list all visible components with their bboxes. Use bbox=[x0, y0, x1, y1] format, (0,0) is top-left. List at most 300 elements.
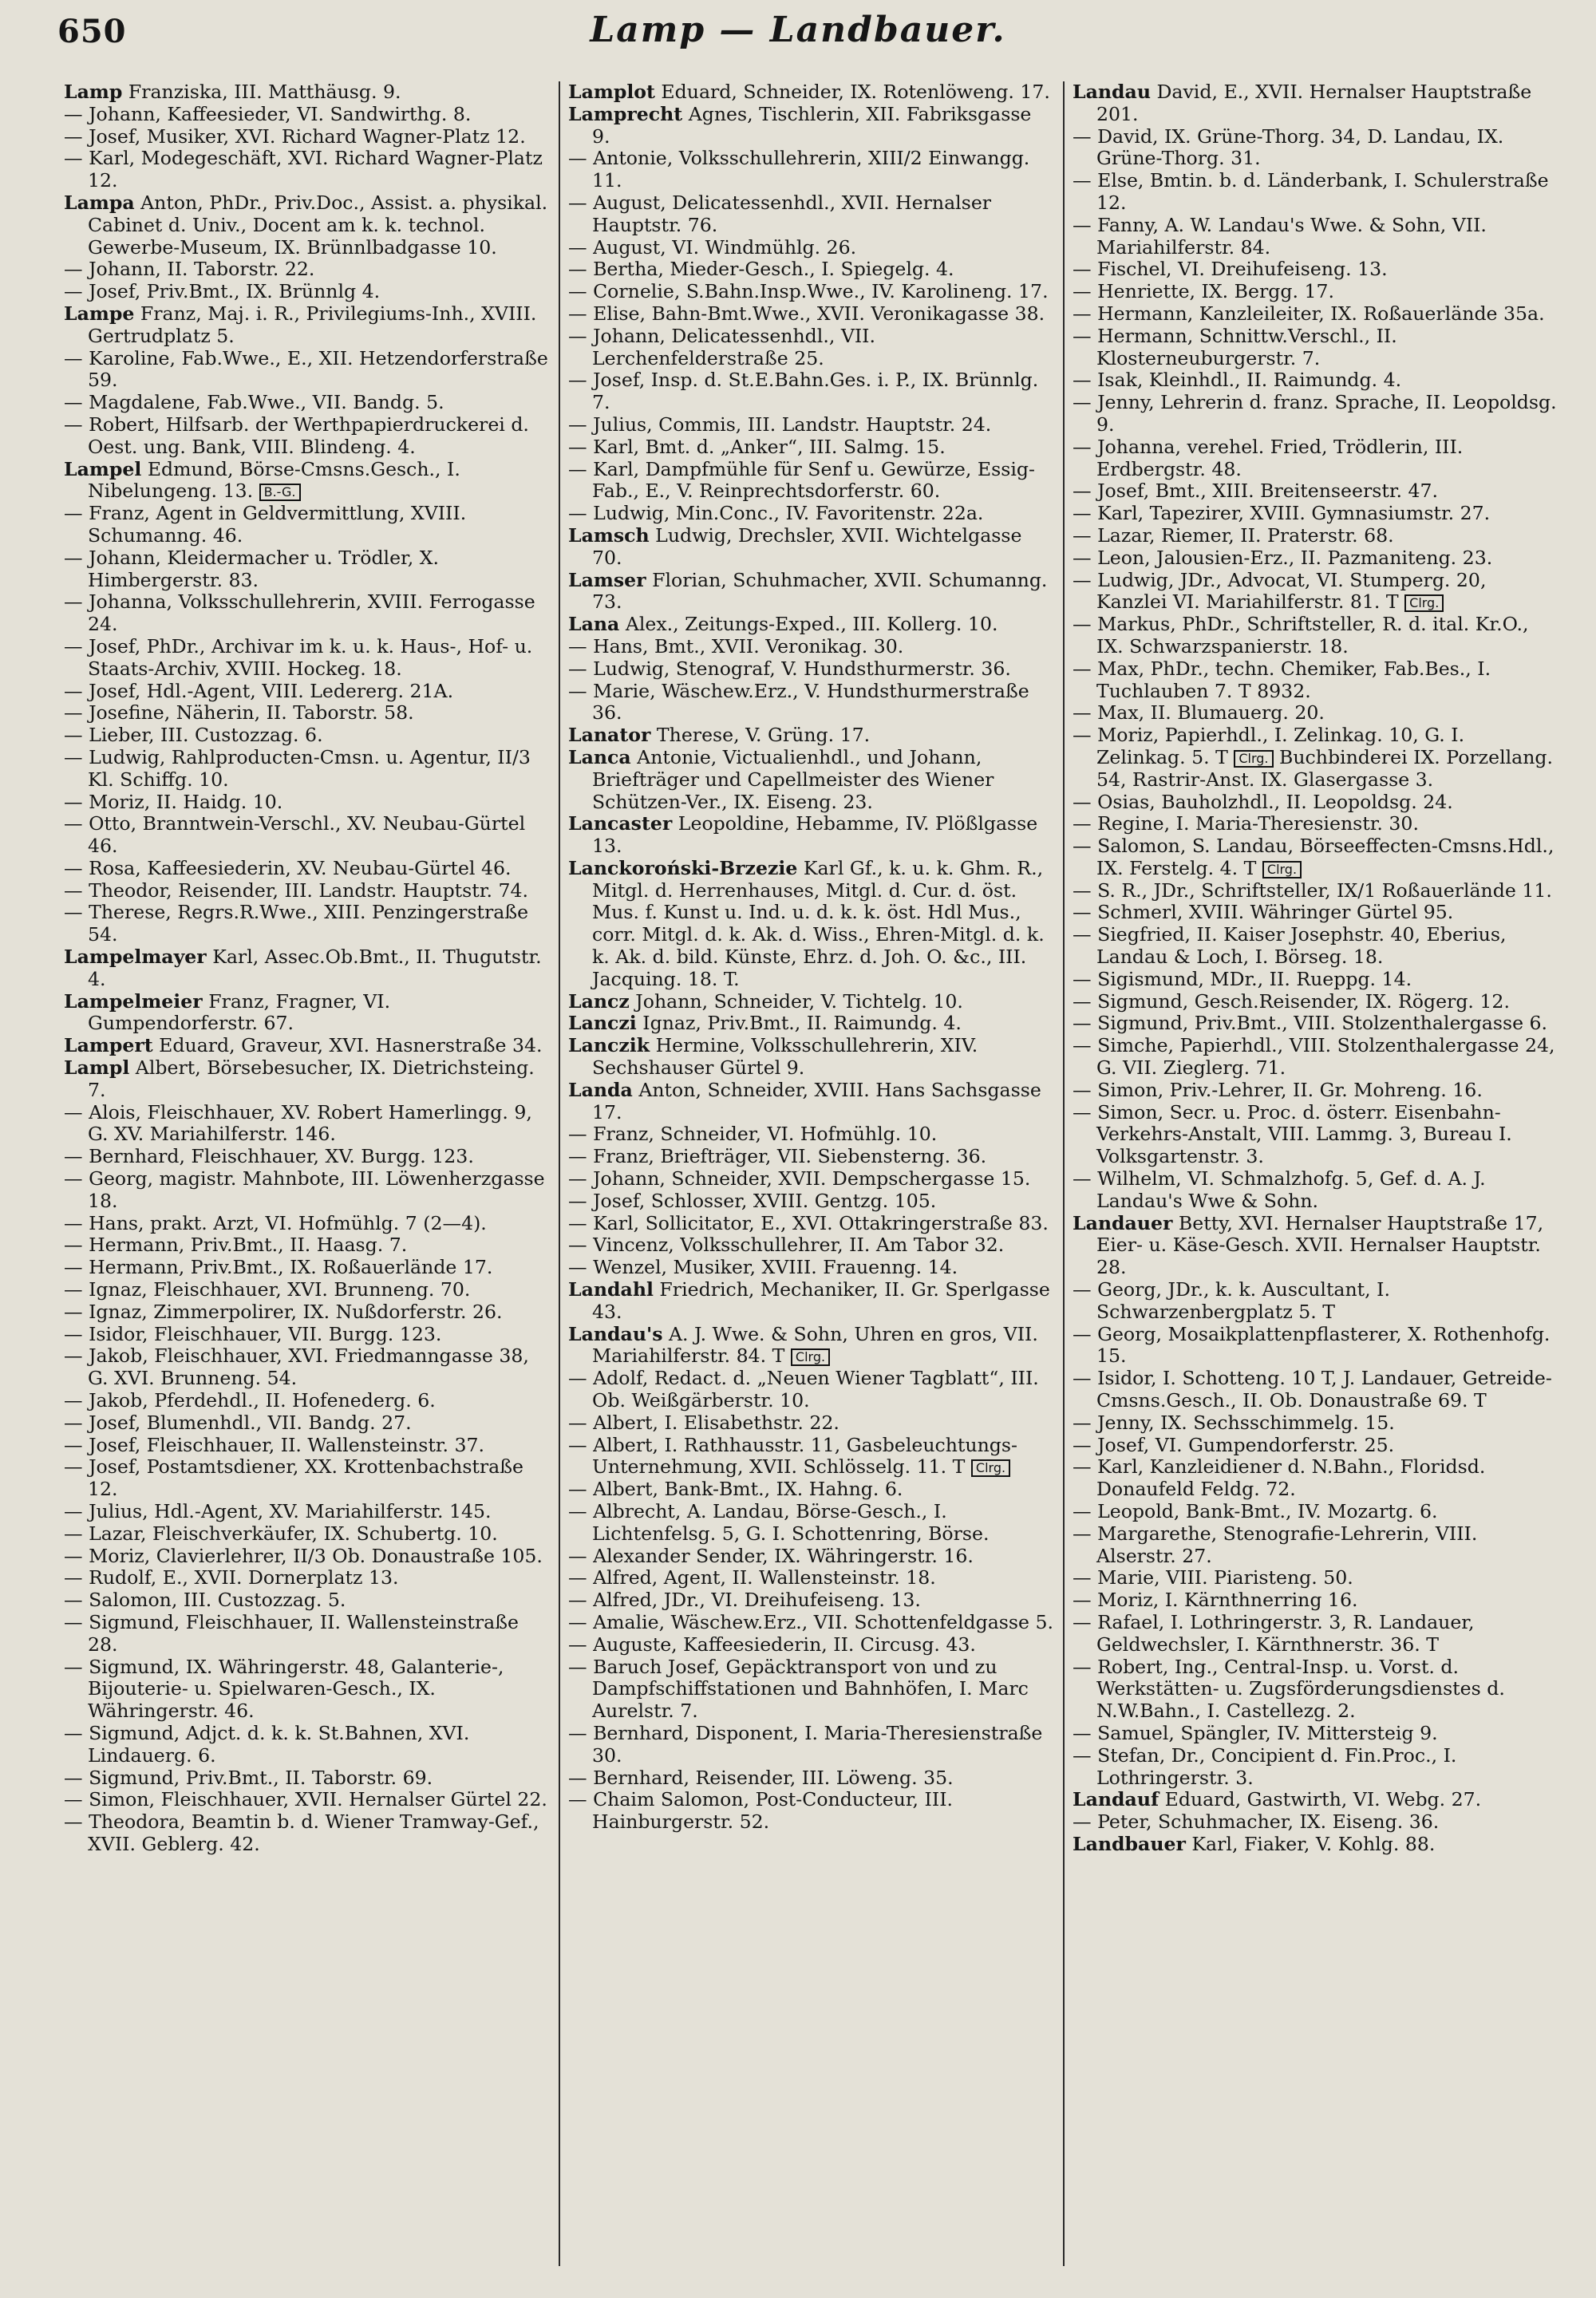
directory-entry bbox=[568, 259, 1055, 281]
directory-entry bbox=[568, 1146, 1055, 1168]
directory-entry bbox=[64, 192, 551, 259]
directory-entry bbox=[568, 436, 1055, 459]
directory-entry bbox=[1073, 1435, 1559, 1457]
entry-text: — Wenzel, Musiker, XVIII. Frauenng. 14. bbox=[568, 1257, 958, 1279]
entry-text: — Josef, Bmt., XIII. Breitenseerstr. 47. bbox=[1073, 480, 1439, 503]
clearing-badge: Clrg. bbox=[1234, 750, 1273, 768]
entry-text: — Ludwig, Min.Conc., IV. Favoritenstr. 22a. bbox=[568, 503, 984, 525]
column-2 bbox=[559, 81, 1063, 2266]
directory-entry bbox=[64, 1257, 551, 1279]
clearing-badge: Clrg. bbox=[1262, 861, 1302, 879]
entry-text: — Marie, Wäschew.Erz., V. Hundsthurmerstraße 36. bbox=[568, 680, 1029, 725]
directory-entry bbox=[64, 547, 551, 592]
entry-text: — Hans, prakt. Arzt, VI. Hofmühlg. 7 (2—4). bbox=[64, 1212, 487, 1234]
directory-entry bbox=[568, 1412, 1055, 1435]
entry-text: — Sigmund, Priv.Bmt., VIII. Stolzenthalergasse 6. bbox=[1073, 1013, 1548, 1035]
entry-text: — Leon, Jalousien-Erz., II. Pazmaniteng. 23. bbox=[1073, 547, 1493, 569]
directory-entry bbox=[1073, 547, 1559, 570]
entry-text: — Albert, Bank-Bmt., IX. Hahng. 6. bbox=[568, 1479, 903, 1501]
directory-entry bbox=[1073, 1612, 1559, 1656]
clearing-badge: Clrg. bbox=[791, 1348, 830, 1366]
entry-text: — Hermann, Priv.Bmt., IX. Roßauerlände 17. bbox=[64, 1257, 493, 1279]
entry-text: — Johann, Delicatessenhdl., VII. Lerchenfelderstraße 25. bbox=[568, 325, 875, 369]
entry-text: — Rudolf, E., XVII. Dornerplatz 13. bbox=[64, 1567, 399, 1589]
entry-text: — Bernhard, Reisender, III. Löweng. 35. bbox=[568, 1767, 954, 1789]
entry-text: — Theodor, Reisender, III. Landstr. Hauptstr. 74. bbox=[64, 879, 528, 902]
directory-entry bbox=[1073, 835, 1559, 880]
directory-entry bbox=[1073, 369, 1559, 392]
directory-entry bbox=[1073, 259, 1559, 281]
entry-surname: Lana bbox=[568, 614, 620, 636]
entry-text: — Ignaz, Zimmerpolirer, IX. Nußdorferstr. 26. bbox=[64, 1301, 503, 1323]
entry-text: — Schmerl, XVIII. Währinger Gürtel 95. bbox=[1073, 902, 1454, 924]
directory-entry bbox=[568, 614, 1055, 636]
entry-text: — Magdalene, Fab.Wwe., VII. Bandg. 5. bbox=[64, 392, 444, 414]
entry-text: — Henriette, IX. Bergg. 17. bbox=[1073, 281, 1334, 303]
entry-text: Florian, Schuhmacher, XVII. Schumanng. 73. bbox=[592, 569, 1048, 614]
directory-entry bbox=[1073, 570, 1559, 614]
directory-entry bbox=[64, 303, 551, 348]
directory-entry bbox=[64, 636, 551, 681]
directory-entry bbox=[1073, 1523, 1559, 1568]
directory-entry bbox=[568, 525, 1055, 570]
directory-entry bbox=[568, 725, 1055, 747]
entry-text: — Johann, Kaffeesieder, VI. Sandwirthg. 8. bbox=[64, 103, 472, 125]
directory-entry bbox=[1073, 1723, 1559, 1745]
entry-text: — Moriz, II. Haidg. 10. bbox=[64, 791, 283, 813]
entry-text: — Josef, Fleischhauer, II. Wallensteinstr. 37. bbox=[64, 1434, 485, 1456]
entry-text: — Hermann, Kanzleileiter, IX. Roßauerlände 35a. bbox=[1073, 302, 1545, 325]
entry-text: — Bertha, Mieder-Gesch., I. Spiegelg. 4. bbox=[568, 259, 954, 281]
directory-entry bbox=[64, 747, 551, 792]
entry-text: — Simon, Priv.-Lehrer, II. Gr. Mohreng. 16. bbox=[1073, 1079, 1483, 1101]
entry-text: — Peter, Schuhmacher, IX. Eiseng. 36. bbox=[1073, 1811, 1440, 1834]
page-number: 650 bbox=[57, 13, 127, 50]
entry-text: — Ludwig, JDr., Advocat, VI. Stumperg. 20, Kanzlei VI. Mariahilferstr. 81. T bbox=[1073, 569, 1487, 614]
entry-text: David, E., XVII. Hernalser Hauptstraße 201. bbox=[1096, 81, 1532, 125]
entry-text: — Franz, Briefträger, VII. Siebensterng. 36. bbox=[568, 1146, 987, 1168]
entry-text: — Georg, Mosaikplattenpflasterer, X. Rothenhofg. 15. bbox=[1073, 1323, 1551, 1368]
directory-entry bbox=[568, 1767, 1055, 1790]
entry-surname: Lamprecht bbox=[568, 103, 683, 125]
directory-entry bbox=[1073, 1456, 1559, 1501]
entry-surname: Lampert bbox=[64, 1035, 153, 1057]
entry-surname: Lancaster bbox=[568, 813, 673, 835]
directory-entry bbox=[1073, 1080, 1559, 1102]
entry-text: — Salomon, S. Landau, Börseeffecten-Cmsns.Hdl., IX. Ferstelg. 4. T bbox=[1073, 835, 1555, 879]
entry-text: — Markus, PhDr., Schriftsteller, R. d. ital. Kr.O., IX. Schwarzspanierstr. 18. bbox=[1073, 614, 1529, 657]
entry-text: — Sigmund, Fleischhauer, II. Wallensteinstraße 28. bbox=[64, 1611, 519, 1656]
directory-entry bbox=[1073, 1789, 1559, 1811]
directory-entry bbox=[1073, 1013, 1559, 1035]
entry-text: — Simon, Fleischhauer, XVII. Hernalser Gürtel 22. bbox=[64, 1789, 547, 1811]
entry-text: — Lazar, Riemer, II. Praterstr. 68. bbox=[1073, 524, 1394, 547]
directory-entry bbox=[64, 1301, 551, 1324]
entry-text: — Moriz, Clavierlehrer, II/3 Ob. Donaustraße 105. bbox=[64, 1545, 543, 1567]
entry-text: — Karl, Sollicitator, E., XVI. Ottakringerstraße 83. bbox=[568, 1212, 1049, 1234]
directory-entry bbox=[568, 813, 1055, 858]
directory-entry bbox=[64, 1435, 551, 1457]
entry-text: — Karl, Modegeschäft, XVI. Richard Wagner-Platz 12. bbox=[64, 148, 543, 192]
entry-text: — Alois, Fleischhauer, XV. Robert Hamerlingg. 9, G. XV. Mariahilferstr. 146. bbox=[64, 1101, 532, 1146]
entry-text: Anton, PhDr., Priv.Doc., Assist. a. physikal. Cabinet d. Univ., Docent am k. k. technol. Gewerbe-Museum, IX. Brünnlbadgasse 10. bbox=[88, 192, 548, 259]
directory-entry bbox=[64, 725, 551, 747]
entry-text: — Hermann, Schnittw.Verschl., II. Klosterneuburgerstr. 7. bbox=[1073, 325, 1397, 369]
entry-surname: Lanczik bbox=[568, 1035, 650, 1057]
directory-entry bbox=[1073, 813, 1559, 835]
directory-entry bbox=[568, 326, 1055, 370]
directory-entry bbox=[64, 392, 551, 414]
directory-entry bbox=[64, 1345, 551, 1390]
entry-text: — David, IX. Grüne-Thorg. 34, D. Landau, IX. Grüne-Thorg. 31. bbox=[1073, 125, 1504, 170]
directory-entry bbox=[568, 1723, 1055, 1767]
directory-entry bbox=[64, 1501, 551, 1523]
directory-entry bbox=[64, 1213, 551, 1235]
entry-surname: Lamsch bbox=[568, 524, 650, 547]
directory-entry bbox=[64, 1589, 551, 1612]
entry-surname: Lampel bbox=[64, 458, 142, 480]
entry-surname: Landa bbox=[568, 1079, 633, 1101]
entry-text: — Jakob, Pferdehdl., II. Hofenederg. 6. bbox=[64, 1390, 436, 1412]
entry-text: — Karoline, Fab.Wwe., E., XII. Hetzendorferstraße 59. bbox=[64, 347, 548, 392]
directory-entry bbox=[568, 1035, 1055, 1080]
entry-surname: Landauf bbox=[1073, 1789, 1159, 1811]
entry-text: — Albrecht, A. Landau, Börse-Gesch., I. Lichtenfelsg. 5, G. I. Schottenring, Börse. bbox=[568, 1501, 990, 1545]
directory-entry bbox=[1073, 792, 1559, 814]
entry-text: — Ignaz, Fleischhauer, XVI. Brunneng. 70. bbox=[64, 1279, 471, 1301]
entry-text: — Baruch Josef, Gepäcktransport von und zu Dampfschiffstationen und Bahnhöfen, I. Marc Aurelstr. 7. bbox=[568, 1656, 1029, 1723]
entry-surname: Lampa bbox=[64, 192, 135, 214]
directory-entry bbox=[568, 1435, 1055, 1479]
entry-text: — Josefine, Näherin, II. Taborstr. 58. bbox=[64, 702, 414, 725]
entry-text: — Bernhard, Disponent, I. Maria-Theresienstraße 30. bbox=[568, 1722, 1043, 1767]
directory-entry bbox=[568, 1589, 1055, 1612]
entry-surname: Landahl bbox=[568, 1279, 654, 1301]
directory-entry bbox=[568, 570, 1055, 614]
directory-entry bbox=[568, 1368, 1055, 1412]
directory-entry bbox=[568, 1501, 1055, 1546]
entry-text: Leopoldine, Hebamme, IV. Plößlgasse 13. bbox=[592, 813, 1038, 858]
entry-text: — Jenny, Lehrerin d. franz. Sprache, II. Leopoldsg. 9. bbox=[1073, 392, 1557, 436]
directory-entry bbox=[1073, 81, 1559, 126]
directory-entry bbox=[568, 1634, 1055, 1656]
directory-entry bbox=[568, 1234, 1055, 1257]
directory-entry bbox=[64, 1279, 551, 1301]
directory-entry bbox=[64, 1146, 551, 1168]
entry-text: Antonie, Victualienhdl., und Johann, Briefträger und Capellmeister des Wiener Schützen-Ver., IX. Eiseng. 23. bbox=[592, 746, 994, 813]
entry-text: — Auguste, Kaffeesiederin, II. Circusg. 43. bbox=[568, 1633, 976, 1656]
directory-entry bbox=[568, 991, 1055, 1013]
entry-text: — Stefan, Dr., Concipient d. Fin.Proc., I. Lothringerstr. 3. bbox=[1073, 1744, 1457, 1789]
directory-entry bbox=[568, 237, 1055, 259]
entry-text: — August, Delicatessenhdl., XVII. Hernalser Hauptstr. 76. bbox=[568, 192, 992, 236]
directory-entry bbox=[568, 459, 1055, 503]
entry-text: — Otto, Branntwein-Verschl., XV. Neubau-Gürtel 46. bbox=[64, 813, 526, 858]
directory-entry bbox=[64, 1523, 551, 1546]
directory-entry bbox=[568, 1279, 1055, 1324]
entry-text: — Hans, Bmt., XVII. Veronikag. 30. bbox=[568, 635, 904, 657]
entry-text: Agnes, Tischlerin, XII. Fabriksgasse 9. bbox=[592, 103, 1032, 148]
entry-text: — Elise, Bahn-Bmt.Wwe., XVII. Veronikagasse 38. bbox=[568, 302, 1045, 325]
entry-surname: Landbauer bbox=[1073, 1833, 1186, 1855]
entry-text: — Johann, Schneider, XVII. Dempschergasse 15. bbox=[568, 1168, 1031, 1190]
entry-text: — Sigmund, Adjct. d. k. k. St.Bahnen, XVI. Lindauerg. 6. bbox=[64, 1722, 470, 1767]
entry-surname: Landau's bbox=[568, 1323, 663, 1345]
directory-entry bbox=[64, 81, 551, 104]
directory-entry bbox=[64, 503, 551, 547]
directory-entry bbox=[568, 858, 1055, 991]
directory-entry bbox=[1073, 326, 1559, 370]
directory-entry bbox=[64, 348, 551, 393]
directory-entry bbox=[568, 1324, 1055, 1368]
entry-surname: Lamser bbox=[568, 569, 646, 591]
entry-surname: Lampelmeier bbox=[64, 990, 203, 1013]
entry-surname: Landauer bbox=[1073, 1212, 1173, 1234]
directory-entry bbox=[1073, 1412, 1559, 1435]
entry-text: — Johann, II. Taborstr. 22. bbox=[64, 259, 315, 281]
entry-text: — Jakob, Fleischhauer, XVI. Friedmanngasse 38, G. XVI. Brunneng. 54. bbox=[64, 1345, 529, 1390]
directory-entry bbox=[568, 281, 1055, 303]
entry-text: — Josef, Postamtsdiener, XX. Krottenbachstraße 12. bbox=[64, 1456, 523, 1501]
entry-text: Eduard, Graveur, XVI. Hasnerstraße 34. bbox=[152, 1035, 543, 1057]
directory-entry bbox=[64, 792, 551, 814]
directory-entry bbox=[64, 459, 551, 503]
entry-text: — Therese, Regrs.R.Wwe., XIII. Penzingerstraße 54. bbox=[64, 902, 529, 946]
entry-text: — Karl, Kanzleidiener d. N.Bahn., Floridsd. Donaufeld Feldg. 72. bbox=[1073, 1456, 1486, 1501]
entry-text: — Osias, Bauholzhdl., II. Leopoldsg. 24. bbox=[1073, 791, 1453, 813]
entry-text: — Adolf, Redact. d. „Neuen Wiener Tagblatt“, III. Ob. Weißgärberstr. 10. bbox=[568, 1368, 1039, 1412]
directory-entry bbox=[64, 281, 551, 303]
directory-entry bbox=[1073, 614, 1559, 658]
directory-entry bbox=[1073, 658, 1559, 703]
directory-entry bbox=[568, 1567, 1055, 1589]
entry-text: — Chaim Salomon, Post-Conducteur, III. Hainburgerstr. 52. bbox=[568, 1789, 954, 1834]
directory-entry bbox=[568, 1257, 1055, 1279]
directory-entry bbox=[64, 1723, 551, 1767]
directory-entry bbox=[568, 369, 1055, 414]
entry-text: — Georg, JDr., k. k. Auscultant, I. Schwarzenbergplatz 5. T bbox=[1073, 1279, 1390, 1323]
entry-text: — Albert, I. Rathhausstr. 11, Gasbeleuchtungs-Unternehmung, XVII. Schlösselg. 11. T bbox=[568, 1434, 1017, 1479]
entry-text: — Georg, magistr. Mahnbote, III. Löwenherzgasse 18. bbox=[64, 1168, 545, 1212]
directory-entry bbox=[1073, 1324, 1559, 1368]
directory-entry bbox=[568, 1612, 1055, 1634]
directory-entry bbox=[568, 1479, 1055, 1501]
entry-surname: Lamp bbox=[64, 81, 123, 103]
entry-text: — Antonie, Volksschullehrerin, XIII/2 Einwangg. 11. bbox=[568, 148, 1030, 192]
entry-text: — Isidor, I. Schotteng. 10 T, J. Landauer, Getreide-Cmsns.Gesch., II. Ob. Donaustraße 69. T bbox=[1073, 1368, 1552, 1412]
directory-entry bbox=[1073, 1168, 1559, 1213]
directory-entry bbox=[64, 126, 551, 148]
entry-text: Edmund, Börse-Cmsns.Gesch., I. Nibelungeng. 13. bbox=[88, 458, 460, 503]
directory-entry bbox=[1073, 725, 1559, 791]
entry-text: — Josef, Insp. d. St.E.Bahn.Ges. i. P., IX. Brünnlg. 7. bbox=[568, 369, 1039, 414]
entry-text: — Josef, PhDr., Archivar im k. u. k. Haus-, Hof- u. Staats-Archiv, XVIII. Hockeg. 18. bbox=[64, 635, 533, 680]
directory-entry bbox=[568, 1168, 1055, 1190]
directory-entry bbox=[64, 1567, 551, 1589]
entry-text: — Sigmund, Priv.Bmt., II. Taborstr. 69. bbox=[64, 1767, 433, 1789]
entry-text: — Alfred, JDr., VI. Dreihufeiseng. 13. bbox=[568, 1589, 921, 1612]
directory-entry bbox=[64, 414, 551, 459]
directory-entry bbox=[1073, 1102, 1559, 1168]
entry-text: — Lazar, Fleischverkäufer, IX. Schubertg. 10. bbox=[64, 1522, 498, 1545]
directory-entry bbox=[64, 1168, 551, 1213]
clearing-badge: Clrg. bbox=[1404, 594, 1444, 612]
entry-text: — Sigismund, MDr., II. Rueppg. 14. bbox=[1073, 968, 1412, 990]
entry-text: — Johanna, verehel. Fried, Trödlerin, III. Erdbergstr. 48. bbox=[1073, 436, 1464, 480]
entry-text: Ludwig, Drechsler, XVII. Wichtelgasse 70. bbox=[592, 524, 1022, 569]
clearing-badge: Clrg. bbox=[971, 1459, 1010, 1477]
directory-entry bbox=[64, 1057, 551, 1102]
entry-text: Anton, Schneider, XVIII. Hans Sachsgasse 17. bbox=[592, 1079, 1041, 1123]
entry-text: — Moriz, Papierhdl., I. Zelinkag. 10, G. I. Zelinkag. 5. T bbox=[1073, 725, 1465, 768]
column-1 bbox=[56, 81, 559, 2266]
directory-entry bbox=[1073, 1567, 1559, 1589]
entry-text: — Karl, Dampfmühle für Senf u. Gewürze, Essig-Fab., E., V. Reinprechtsdorferstr. 60. bbox=[568, 458, 1035, 503]
directory-entry bbox=[568, 1080, 1055, 1124]
entry-surname: Lampelmayer bbox=[64, 946, 207, 969]
entry-text: — Alfred, Agent, II. Wallensteinstr. 18. bbox=[568, 1567, 936, 1589]
column-3 bbox=[1063, 81, 1567, 2266]
directory-entry bbox=[64, 104, 551, 126]
entry-text: Betty, XVI. Hernalser Hauptstraße 17, Eier- u. Käse-Gesch. XVII. Hernalser Hauptstr. 28. bbox=[1096, 1212, 1544, 1279]
entry-surname: Lanckoroński-Brzezie bbox=[568, 857, 798, 879]
directory-entry bbox=[568, 192, 1055, 237]
entry-text: — August, VI. Windmühlg. 26. bbox=[568, 236, 857, 259]
directory-entry bbox=[1073, 1656, 1559, 1723]
entry-text: Karl Gf., k. u. k. Ghm. R., Mitgl. d. Herrenhauses, Mitgl. d. Cur. d. öst. Mus. f. Kunst u. Ind. u. d. k. k. öst. Hdl Mus., corr. Mitgl. d. k. Ak. d. Wiss., Ehren-Mitgl. d. k. k. Ak. d. bild. Künste, Ehrz. d. Joh. O. &c., III. Jacquing. 18. T. bbox=[592, 857, 1045, 990]
entry-text: — Robert, Ing., Central-Insp. u. Vorst. d. Werkstätten- u. Zugsförderungsdienstes d. N.W.Bahn., I. Castellezg. 2. bbox=[1073, 1656, 1505, 1723]
entry-text: — Bernhard, Fleischhauer, XV. Burgg. 123. bbox=[64, 1146, 474, 1168]
entry-surname: Lanator bbox=[568, 725, 651, 747]
entry-surname: Landau bbox=[1073, 81, 1151, 103]
entry-text: — Sigmund, IX. Währingerstr. 48, Galanterie-, Bijouterie- u. Spielwaren-Gesch., IX. Währingerstr. 46. bbox=[64, 1656, 504, 1723]
entry-text: — Julius, Hdl.-Agent, XV. Mariahilferstr. 145. bbox=[64, 1501, 492, 1522]
page-header bbox=[18, 0, 1578, 56]
entry-text: — Albert, I. Elisabethstr. 22. bbox=[568, 1412, 839, 1434]
entry-text: — Franz, Agent in Geldvermittlung, XVIII. Schumanng. 46. bbox=[64, 503, 467, 547]
entry-text: — Simche, Papierhdl., VIII. Stolzenthalergasse 24, G. VII. Zieglerg. 71. bbox=[1073, 1035, 1555, 1080]
directory-entry bbox=[64, 1656, 551, 1723]
entry-text: — Julius, Commis, III. Landstr. Hauptstr. 24. bbox=[568, 413, 992, 436]
directory-entry bbox=[568, 1013, 1055, 1035]
directory-entry bbox=[1073, 126, 1559, 171]
directory-entry bbox=[568, 1789, 1055, 1834]
directory-entry bbox=[568, 414, 1055, 436]
entry-text: A. J. Wwe. & Sohn, Uhren en gros, VII. Mariahilferstr. 84. T bbox=[592, 1323, 1038, 1368]
entry-text: — Regine, I. Maria-Theresienstr. 30. bbox=[1073, 813, 1419, 835]
directory-entry bbox=[1073, 480, 1559, 503]
directory-entry bbox=[64, 1789, 551, 1811]
entry-text: — Alexander Sender, IX. Währingerstr. 16. bbox=[568, 1545, 974, 1567]
entry-text: Alex., Zeitungs-Exped., III. Kollerg. 10. bbox=[619, 614, 998, 636]
entry-text: — Samuel, Spängler, IV. Mittersteig 9. bbox=[1073, 1722, 1438, 1744]
entry-text: — Amalie, Wäschew.Erz., VII. Schottenfeldgasse 5. bbox=[568, 1611, 1053, 1633]
entry-text: — Josef, Priv.Bmt., IX. Brünnlg 4. bbox=[64, 281, 381, 303]
directory-entry bbox=[1073, 303, 1559, 326]
directory-entry bbox=[1073, 392, 1559, 436]
directory-entry bbox=[1073, 1213, 1559, 1279]
directory-entry bbox=[1073, 880, 1559, 902]
entry-text-continued: Buchbinderei IX. Porzellang. 54, Rastrir-Anst. IX. Glasergasse 3. bbox=[1096, 745, 1554, 791]
entry-text: — Josef, Blumenhdl., VII. Bandg. 27. bbox=[64, 1412, 412, 1434]
entry-text: — Fischel, VI. Dreihufeiseng. 13. bbox=[1073, 259, 1388, 281]
entry-surname: Lampe bbox=[64, 302, 135, 325]
directory-entry bbox=[568, 303, 1055, 326]
running-title: Lamp — Landbauer. bbox=[590, 10, 1006, 50]
directory-entry bbox=[1073, 969, 1559, 991]
directory-entry bbox=[64, 902, 551, 946]
entry-text: Franz, Maj. i. R., Privilegiums-Inh., XVIII. Gertrudplatz 5. bbox=[88, 302, 537, 347]
directory-entry bbox=[568, 1123, 1055, 1146]
directory-entry bbox=[568, 503, 1055, 525]
directory-entry bbox=[568, 1213, 1055, 1235]
directory-entry bbox=[64, 148, 551, 192]
entry-text: Therese, V. Grüng. 17. bbox=[650, 725, 871, 747]
directory-entry bbox=[1073, 436, 1559, 481]
directory-entry bbox=[64, 1811, 551, 1856]
entry-text: — Isidor, Fleischhauer, VII. Burgg. 123. bbox=[64, 1323, 442, 1345]
directory-entry bbox=[1073, 902, 1559, 924]
entry-text: — Rafael, I. Lothringerstr. 3, R. Landauer, Geldwechsler, I. Kärnthnerstr. 36. T bbox=[1073, 1611, 1475, 1656]
directory-entry bbox=[64, 946, 551, 991]
entry-text: — Simon, Secr. u. Proc. d. österr. Eisenbahn-Verkehrs-Anstalt, VIII. Lammg. 3, Bureau I. Volksgartenstr. 3. bbox=[1073, 1101, 1512, 1168]
directory-entry bbox=[1073, 215, 1559, 259]
entry-surname: Lampl bbox=[64, 1057, 130, 1080]
entry-text: — Josef, VI. Gumpendorferstr. 25. bbox=[1073, 1434, 1395, 1456]
entry-text: — Margarethe, Stenografie-Lehrerin, VIII. Alserstr. 27. bbox=[1073, 1522, 1478, 1567]
entry-text: Franziska, III. Matthäusg. 9. bbox=[122, 81, 401, 103]
directory-entry bbox=[1073, 1811, 1559, 1834]
directory-entry bbox=[64, 1767, 551, 1790]
entry-text: Franz, Fragner, VI. Gumpendorferstr. 67. bbox=[88, 990, 391, 1035]
entry-text: Johann, Schneider, V. Tichtelg. 10. bbox=[629, 990, 963, 1013]
directory-entry bbox=[568, 1656, 1055, 1723]
entry-text: — Marie, VIII. Piaristeng. 50. bbox=[1073, 1567, 1353, 1589]
directory-entry bbox=[1073, 1589, 1559, 1612]
directory-entry bbox=[1073, 991, 1559, 1013]
directory-entry bbox=[64, 880, 551, 902]
directory-entry bbox=[64, 813, 551, 858]
directory-entry bbox=[1073, 281, 1559, 303]
entry-text: — Theodora, Beamtin b. d. Wiener Tramway-Gef., XVII. Geblerg. 42. bbox=[64, 1811, 539, 1855]
entry-text: — Moriz, I. Kärnthnerring 16. bbox=[1073, 1589, 1358, 1612]
directory-entry bbox=[64, 259, 551, 281]
entry-text: — Josef, Hdl.-Agent, VIII. Ledererg. 21A. bbox=[64, 680, 454, 702]
entry-text: — Ludwig, Stenograf, V. Hundsthurmerstr. 36. bbox=[568, 657, 1011, 680]
entry-text: — Else, Bmtin. b. d. Länderbank, I. Schulerstraße 12. bbox=[1073, 170, 1549, 214]
directory-entry bbox=[568, 681, 1055, 725]
entry-text: — Robert, Hilfsarb. der Werthpapierdruckerei d. Oest. ung. Bank, VIII. Blindeng. 4. bbox=[64, 413, 529, 458]
directory-entry bbox=[1073, 1035, 1559, 1080]
entry-text: — Cornelie, S.Bahn.Insp.Wwe., IV. Karolineng. 17. bbox=[568, 281, 1049, 303]
directory-entry bbox=[64, 1234, 551, 1257]
entry-text: — Karl, Tapezirer, XVIII. Gymnasiumstr. 27. bbox=[1073, 503, 1491, 525]
entry-text: — S. R., JDr., Schriftsteller, IX/1 Roßauerlände 11. bbox=[1073, 879, 1552, 902]
entry-text: — Fanny, A. W. Landau's Wwe. & Sohn, VII. Mariahilferstr. 84. bbox=[1073, 214, 1487, 259]
entry-text: Eduard, Schneider, IX. Rotenlöweng. 17. bbox=[654, 81, 1050, 103]
directory-entry bbox=[64, 1412, 551, 1435]
entry-text: — Josef, Musiker, XVI. Richard Wagner-Platz 12. bbox=[64, 125, 526, 148]
entry-text: — Johanna, Volksschullehrerin, XVIII. Ferrogasse 24. bbox=[64, 591, 535, 636]
entry-text: — Lieber, III. Custozzag. 6. bbox=[64, 725, 323, 747]
directory-entry bbox=[64, 858, 551, 880]
directory-entry bbox=[64, 681, 551, 703]
directory-entry bbox=[1073, 1279, 1559, 1324]
directory-entry bbox=[1073, 1368, 1559, 1412]
directory-entry bbox=[1073, 1834, 1559, 1856]
entry-text: Karl, Fiaker, V. Kohlg. 88. bbox=[1185, 1833, 1436, 1855]
entry-text: — Max, PhDr., techn. Chemiker, Fab.Bes., I. Tuchlauben 7. T 8932. bbox=[1073, 657, 1491, 702]
